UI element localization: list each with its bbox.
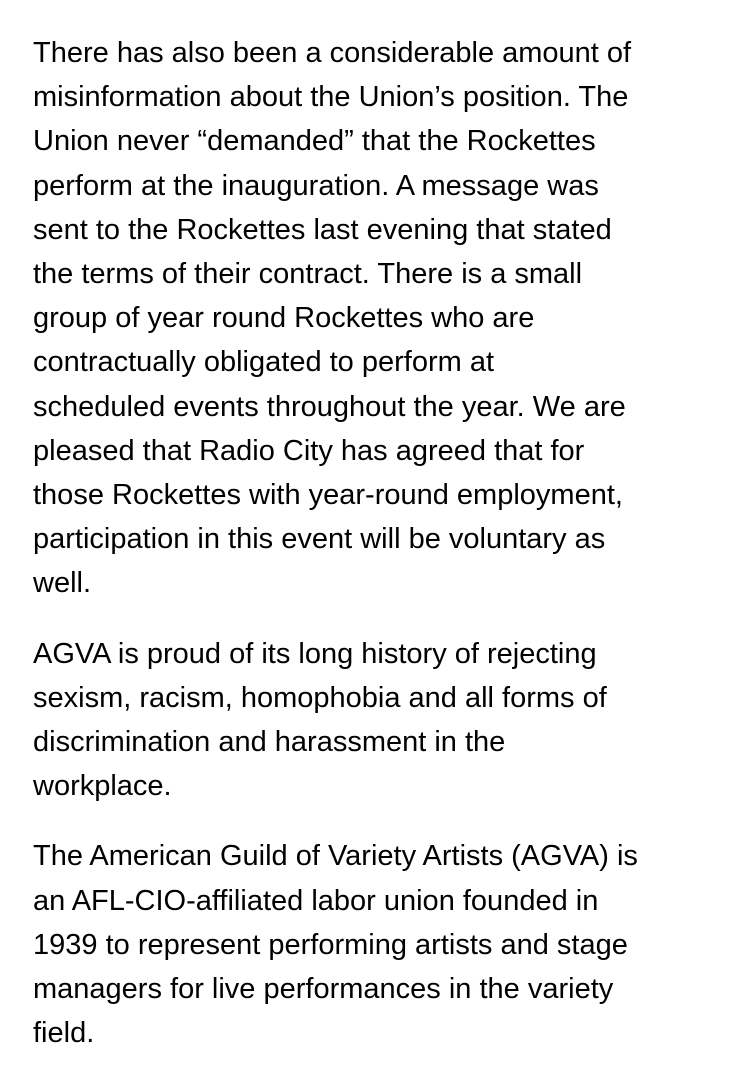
text-line: well.: [33, 567, 92, 600]
statement-document: [33, 31, 723, 1081]
text-line: 1939 to represent performing artists and stage: [33, 928, 628, 961]
text-line: sexism, racism, homophobia and all forms of: [33, 681, 607, 714]
text-line: workplace.: [33, 770, 172, 803]
text-line: the terms of their contract. There is a small: [33, 258, 583, 291]
text-line: sent to the Rockettes last evening that stated: [33, 213, 612, 246]
text-line: The American Guild of Variety Artists (AGVA) is: [33, 840, 638, 873]
text-line: perform at the inauguration. A message was: [33, 169, 599, 202]
text-line: managers for live performances in the variety: [33, 973, 614, 1006]
text-line: discrimination and harassment in the: [33, 726, 506, 759]
text-line: misinformation about the Union’s position. The: [33, 81, 629, 114]
text-line: group of year round Rockettes who are: [33, 302, 535, 335]
text-line: participation in this event will be voluntary as: [33, 523, 606, 556]
text-line: field.: [33, 1017, 95, 1050]
text-line: pleased that Radio City has agreed that for: [33, 434, 585, 467]
paragraph-agva-about: [33, 834, 723, 1055]
text-line: AGVA is proud of its long history of rejecting: [33, 637, 597, 670]
text-line: those Rockettes with year-round employment,: [33, 479, 623, 512]
paragraph-agva-values: [33, 632, 723, 809]
paragraph-union-position: [33, 31, 723, 606]
text-line: an AFL-CIO-affiliated labor union founded in: [33, 884, 599, 917]
text-line: Union never “demanded” that the Rockettes: [33, 125, 596, 158]
text-line: There has also been a considerable amount of: [33, 37, 632, 69]
text-line: scheduled events throughout the year. We are: [33, 390, 626, 423]
text-line: contractually obligated to perform at: [33, 346, 495, 379]
